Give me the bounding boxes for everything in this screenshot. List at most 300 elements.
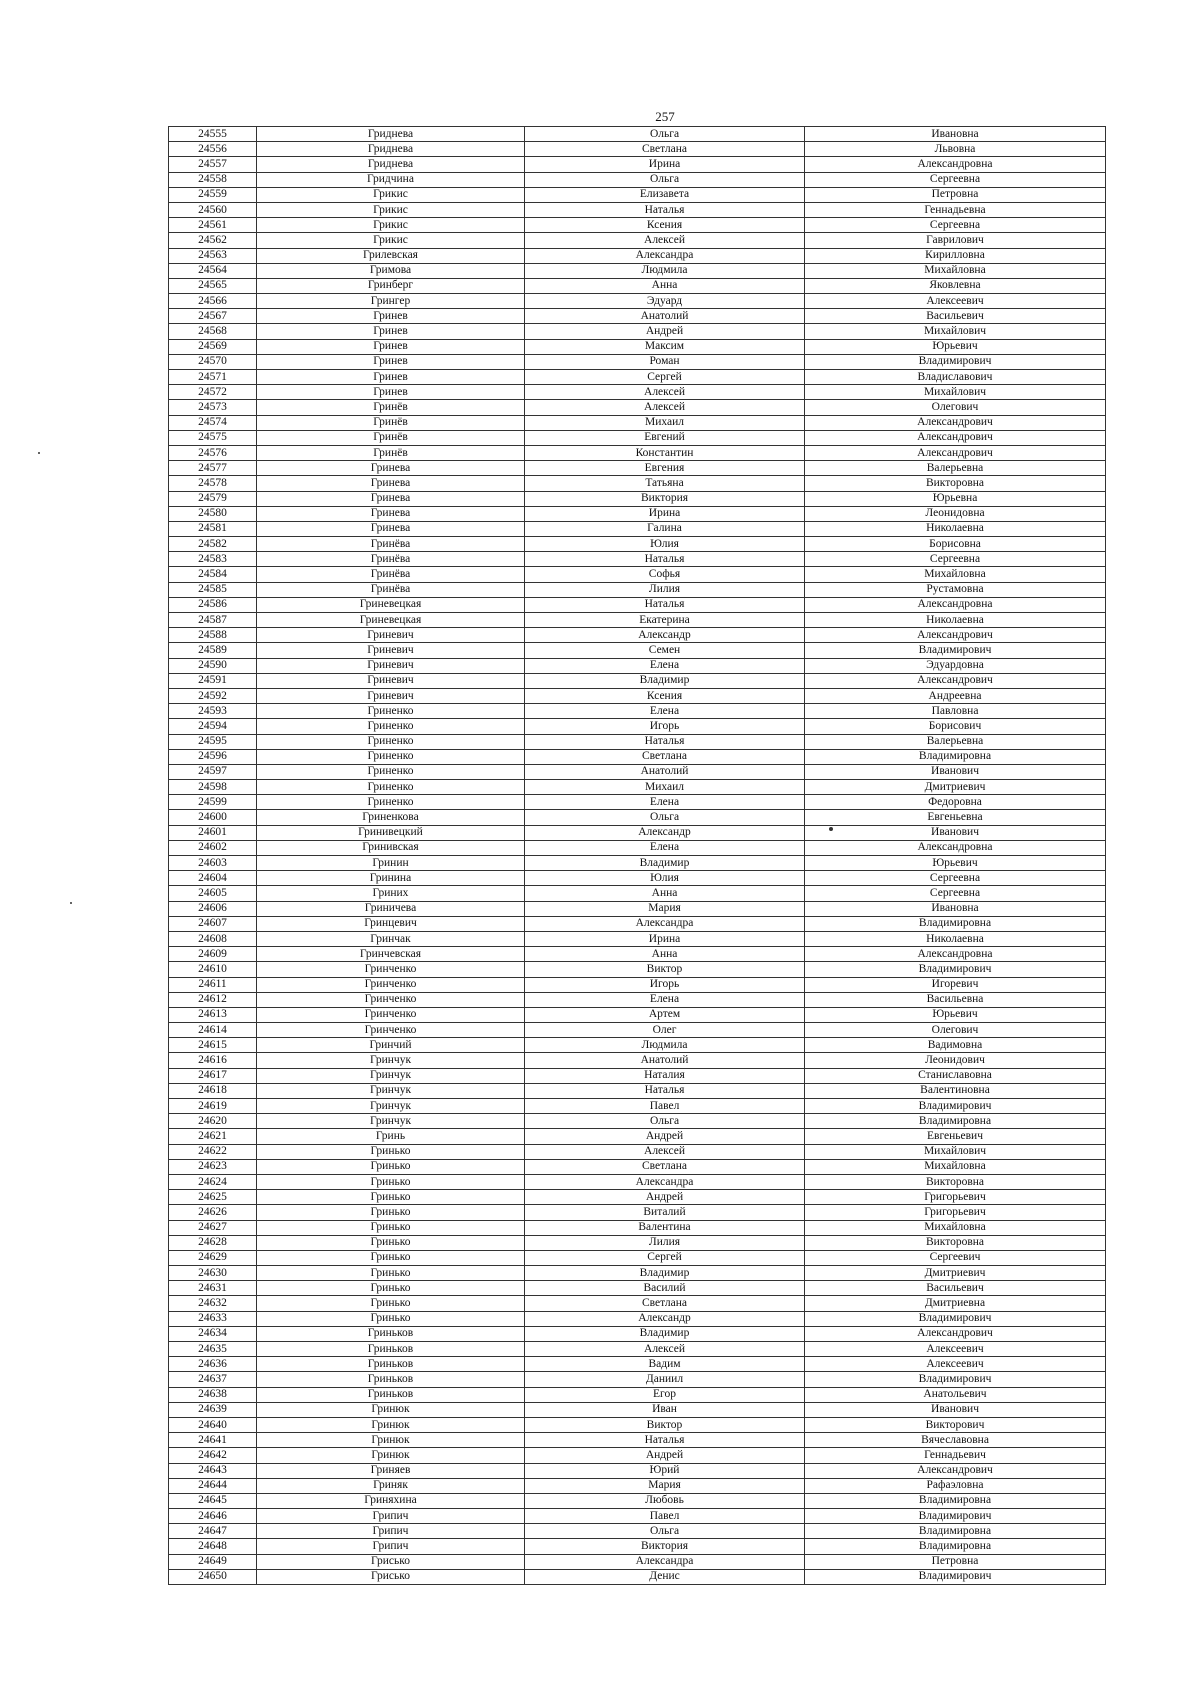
first-name-cell: Ксения	[525, 218, 805, 233]
record-number-cell: 24631	[169, 1281, 257, 1296]
table-row	[169, 491, 1106, 506]
record-number-cell: 24569	[169, 339, 257, 354]
table-row	[169, 521, 1106, 536]
first-name-cell: Виктор	[525, 962, 805, 977]
record-number-cell: 24578	[169, 476, 257, 491]
patronymic-cell: Александровна	[805, 597, 1106, 612]
last-name-cell: Грилевская	[257, 248, 525, 263]
patronymic-cell: Владимирович	[805, 643, 1106, 658]
table-row	[169, 688, 1106, 703]
table-row	[169, 1342, 1106, 1357]
last-name-cell: Грипич	[257, 1539, 525, 1554]
last-name-cell: Грингер	[257, 294, 525, 309]
last-name-cell: Гринёва	[257, 582, 525, 597]
record-number-cell: 24625	[169, 1190, 257, 1205]
record-number-cell: 24587	[169, 613, 257, 628]
patronymic-cell: Владимирович	[805, 1311, 1106, 1326]
last-name-cell: Гринёва	[257, 537, 525, 552]
record-number-cell: 24584	[169, 567, 257, 582]
record-number-cell: 24559	[169, 187, 257, 202]
patronymic-cell: Дмитриевич	[805, 780, 1106, 795]
table-row	[169, 780, 1106, 795]
last-name-cell: Гринченко	[257, 992, 525, 1007]
table-row	[169, 886, 1106, 901]
table-row	[169, 537, 1106, 552]
last-name-cell: Гринько	[257, 1266, 525, 1281]
first-name-cell: Михаил	[525, 415, 805, 430]
first-name-cell: Максим	[525, 339, 805, 354]
record-number-cell: 24591	[169, 673, 257, 688]
last-name-cell: Грипич	[257, 1524, 525, 1539]
first-name-cell: Алексей	[525, 385, 805, 400]
table-row	[169, 202, 1106, 217]
table-row	[169, 658, 1106, 673]
patronymic-cell: Владимирович	[805, 1099, 1106, 1114]
first-name-cell: Владимир	[525, 673, 805, 688]
first-name-cell: Людмила	[525, 263, 805, 278]
scan-speck	[70, 902, 72, 904]
first-name-cell: Анатолий	[525, 764, 805, 779]
record-number-cell: 24641	[169, 1433, 257, 1448]
scan-speck	[829, 827, 833, 831]
table-row	[169, 1023, 1106, 1038]
patronymic-cell: Гаврилович	[805, 233, 1106, 248]
record-number-cell: 24637	[169, 1372, 257, 1387]
first-name-cell: Егор	[525, 1387, 805, 1402]
table-row	[169, 1311, 1106, 1326]
table-row	[169, 172, 1106, 187]
record-number-cell: 24629	[169, 1250, 257, 1265]
record-number-cell: 24645	[169, 1493, 257, 1508]
patronymic-cell: Михайлович	[805, 1144, 1106, 1159]
patronymic-cell: Владиславович	[805, 370, 1106, 385]
last-name-cell: Грикис	[257, 218, 525, 233]
last-name-cell: Гриневецкая	[257, 597, 525, 612]
table-row	[169, 354, 1106, 369]
first-name-cell: Михаил	[525, 780, 805, 795]
first-name-cell: Сергей	[525, 370, 805, 385]
last-name-cell: Гриненко	[257, 795, 525, 810]
patronymic-cell: Львовна	[805, 142, 1106, 157]
patronymic-cell: Владимирович	[805, 1372, 1106, 1387]
patronymic-cell: Александровна	[805, 947, 1106, 962]
first-name-cell: Елена	[525, 992, 805, 1007]
table-row	[169, 719, 1106, 734]
record-number-cell: 24612	[169, 992, 257, 1007]
last-name-cell: Гринько	[257, 1174, 525, 1189]
first-name-cell: Ольга	[525, 127, 805, 142]
last-name-cell: Гриднева	[257, 157, 525, 172]
patronymic-cell: Михайловна	[805, 263, 1106, 278]
first-name-cell: Юлия	[525, 537, 805, 552]
last-name-cell: Гринько	[257, 1311, 525, 1326]
record-number-cell: 24603	[169, 856, 257, 871]
first-name-cell: Виктория	[525, 1539, 805, 1554]
record-number-cell: 24593	[169, 704, 257, 719]
patronymic-cell: Александрович	[805, 415, 1106, 430]
patronymic-cell: Владимировна	[805, 1524, 1106, 1539]
last-name-cell: Гриневич	[257, 658, 525, 673]
scan-speck	[38, 452, 40, 454]
record-number-cell: 24642	[169, 1448, 257, 1463]
table-row	[169, 704, 1106, 719]
record-number-cell: 24562	[169, 233, 257, 248]
last-name-cell: Гринивская	[257, 840, 525, 855]
first-name-cell: Александра	[525, 1174, 805, 1189]
table-row	[169, 1099, 1106, 1114]
patronymic-cell: Леонидовна	[805, 506, 1106, 521]
record-number-cell: 24597	[169, 764, 257, 779]
table-row	[169, 1250, 1106, 1265]
record-number-cell: 24647	[169, 1524, 257, 1539]
record-number-cell: 24558	[169, 172, 257, 187]
first-name-cell: Андрей	[525, 1190, 805, 1205]
first-name-cell: Екатерина	[525, 613, 805, 628]
first-name-cell: Константин	[525, 445, 805, 460]
table-row	[169, 1539, 1106, 1554]
record-number-cell: 24633	[169, 1311, 257, 1326]
first-name-cell: Наталья	[525, 202, 805, 217]
patronymic-cell: Федоровна	[805, 795, 1106, 810]
patronymic-cell: Михайловна	[805, 567, 1106, 582]
table-row	[169, 628, 1106, 643]
record-number-cell: 24575	[169, 430, 257, 445]
record-number-cell: 24574	[169, 415, 257, 430]
record-number-cell: 24555	[169, 127, 257, 142]
first-name-cell: Олег	[525, 1023, 805, 1038]
patronymic-cell: Григорьевич	[805, 1190, 1106, 1205]
table-row	[169, 947, 1106, 962]
record-number-cell: 24626	[169, 1205, 257, 1220]
first-name-cell: Алексей	[525, 1144, 805, 1159]
record-number-cell: 24627	[169, 1220, 257, 1235]
table-row	[169, 1038, 1106, 1053]
patronymic-cell: Сергеевна	[805, 552, 1106, 567]
last-name-cell: Гриних	[257, 886, 525, 901]
patronymic-cell: Александрович	[805, 430, 1106, 445]
patronymic-cell: Иванович	[805, 1402, 1106, 1417]
patronymic-cell: Игоревич	[805, 977, 1106, 992]
patronymic-cell: Алексеевич	[805, 1357, 1106, 1372]
patronymic-cell: Рустамовна	[805, 582, 1106, 597]
record-number-cell: 24609	[169, 947, 257, 962]
last-name-cell: Гриньков	[257, 1357, 525, 1372]
patronymic-cell: Сергеевна	[805, 218, 1106, 233]
patronymic-cell: Юрьевич	[805, 856, 1106, 871]
patronymic-cell: Геннадьевич	[805, 1448, 1106, 1463]
first-name-cell: Наталья	[525, 597, 805, 612]
patronymic-cell: Викторовна	[805, 1235, 1106, 1250]
record-number-cell: 24632	[169, 1296, 257, 1311]
last-name-cell: Грикис	[257, 233, 525, 248]
table-row	[169, 445, 1106, 460]
table-row	[169, 1053, 1106, 1068]
record-number-cell: 24579	[169, 491, 257, 506]
table-row	[169, 1402, 1106, 1417]
record-number-cell: 24563	[169, 248, 257, 263]
table-row	[169, 567, 1106, 582]
last-name-cell: Гринёв	[257, 415, 525, 430]
table-row	[169, 263, 1106, 278]
last-name-cell: Гринченко	[257, 962, 525, 977]
record-number-cell: 24576	[169, 445, 257, 460]
first-name-cell: Павел	[525, 1509, 805, 1524]
last-name-cell: Гриненко	[257, 749, 525, 764]
last-name-cell: Гринько	[257, 1159, 525, 1174]
record-number-cell: 24636	[169, 1357, 257, 1372]
record-number-cell: 24607	[169, 916, 257, 931]
patronymic-cell: Сергеевна	[805, 871, 1106, 886]
record-number-cell: 24560	[169, 202, 257, 217]
table-row	[169, 1509, 1106, 1524]
record-number-cell: 24615	[169, 1038, 257, 1053]
record-number-cell: 24648	[169, 1539, 257, 1554]
last-name-cell: Гринёва	[257, 567, 525, 582]
record-number-cell: 24611	[169, 977, 257, 992]
last-name-cell: Гринчевская	[257, 947, 525, 962]
first-name-cell: Виктория	[525, 491, 805, 506]
table-row	[169, 1205, 1106, 1220]
last-name-cell: Гриньков	[257, 1372, 525, 1387]
first-name-cell: Анатолий	[525, 309, 805, 324]
patronymic-cell: Сергеевич	[805, 1250, 1106, 1265]
table-row	[169, 582, 1106, 597]
record-number-cell: 24643	[169, 1463, 257, 1478]
patronymic-cell: Евгеньевна	[805, 810, 1106, 825]
last-name-cell: Гринева	[257, 506, 525, 521]
last-name-cell: Гриднева	[257, 127, 525, 142]
first-name-cell: Ольга	[525, 172, 805, 187]
record-number-cell: 24650	[169, 1569, 257, 1584]
first-name-cell: Любовь	[525, 1493, 805, 1508]
last-name-cell: Гриненко	[257, 734, 525, 749]
record-number-cell: 24566	[169, 294, 257, 309]
first-name-cell: Виктор	[525, 1417, 805, 1432]
record-number-cell: 24592	[169, 688, 257, 703]
table-row	[169, 1144, 1106, 1159]
table-row	[169, 749, 1106, 764]
patronymic-cell: Григорьевич	[805, 1205, 1106, 1220]
record-number-cell: 24624	[169, 1174, 257, 1189]
patronymic-cell: Михайлович	[805, 324, 1106, 339]
patronymic-cell: Кирилловна	[805, 248, 1106, 263]
last-name-cell: Гринева	[257, 521, 525, 536]
patronymic-cell: Юрьевич	[805, 339, 1106, 354]
record-number-cell: 24565	[169, 278, 257, 293]
first-name-cell: Даниил	[525, 1372, 805, 1387]
first-name-cell: Андрей	[525, 1129, 805, 1144]
first-name-cell: Павел	[525, 1099, 805, 1114]
table-row	[169, 1478, 1106, 1493]
table-row	[169, 294, 1106, 309]
patronymic-cell: Геннадьевна	[805, 202, 1106, 217]
last-name-cell: Гриненко	[257, 719, 525, 734]
first-name-cell: Ольга	[525, 1524, 805, 1539]
table-row	[169, 1357, 1106, 1372]
first-name-cell: Артем	[525, 1007, 805, 1022]
table-row	[169, 157, 1106, 172]
first-name-cell: Валентина	[525, 1220, 805, 1235]
record-number-cell: 24572	[169, 385, 257, 400]
first-name-cell: Ирина	[525, 506, 805, 521]
record-number-cell: 24568	[169, 324, 257, 339]
last-name-cell: Гринь	[257, 1129, 525, 1144]
last-name-cell: Гринченко	[257, 1007, 525, 1022]
patronymic-cell: Ивановна	[805, 901, 1106, 916]
last-name-cell: Гринчук	[257, 1053, 525, 1068]
last-name-cell: Гриневич	[257, 643, 525, 658]
first-name-cell: Владимир	[525, 856, 805, 871]
first-name-cell: Александра	[525, 916, 805, 931]
record-number-cell: 24616	[169, 1053, 257, 1068]
table-row	[169, 795, 1106, 810]
record-number-cell: 24599	[169, 795, 257, 810]
table-row	[169, 1129, 1106, 1144]
record-number-cell: 24618	[169, 1083, 257, 1098]
last-name-cell: Гринчук	[257, 1068, 525, 1083]
record-number-cell: 24581	[169, 521, 257, 536]
last-name-cell: Гринчак	[257, 931, 525, 946]
first-name-cell: Вадим	[525, 1357, 805, 1372]
first-name-cell: Елена	[525, 704, 805, 719]
table-row	[169, 597, 1106, 612]
last-name-cell: Гриневецкая	[257, 613, 525, 628]
record-number-cell: 24610	[169, 962, 257, 977]
table-row	[169, 643, 1106, 658]
table-row	[169, 218, 1106, 233]
last-name-cell: Гринёв	[257, 400, 525, 415]
last-name-cell: Гринберг	[257, 278, 525, 293]
record-number-cell: 24646	[169, 1509, 257, 1524]
patronymic-cell: Владимирович	[805, 354, 1106, 369]
last-name-cell: Гринёва	[257, 552, 525, 567]
first-name-cell: Анна	[525, 947, 805, 962]
patronymic-cell: Иванович	[805, 764, 1106, 779]
first-name-cell: Сергей	[525, 1250, 805, 1265]
first-name-cell: Александра	[525, 248, 805, 263]
registry-table	[168, 126, 1106, 1585]
patronymic-cell: Александровна	[805, 840, 1106, 855]
table-row	[169, 385, 1106, 400]
record-number-cell: 24620	[169, 1114, 257, 1129]
first-name-cell: Лилия	[525, 582, 805, 597]
last-name-cell: Гринёв	[257, 430, 525, 445]
record-number-cell: 24580	[169, 506, 257, 521]
table-row	[169, 810, 1106, 825]
table-row	[169, 339, 1106, 354]
patronymic-cell: Васильевич	[805, 309, 1106, 324]
table-row	[169, 931, 1106, 946]
patronymic-cell: Александрович	[805, 628, 1106, 643]
registry-body	[169, 127, 1106, 1585]
record-number-cell: 24604	[169, 871, 257, 886]
last-name-cell: Гринчук	[257, 1114, 525, 1129]
first-name-cell: Анна	[525, 886, 805, 901]
table-row	[169, 1266, 1106, 1281]
last-name-cell: Гринько	[257, 1250, 525, 1265]
table-row	[169, 901, 1106, 916]
table-row	[169, 1159, 1106, 1174]
patronymic-cell: Петровна	[805, 1554, 1106, 1569]
table-row	[169, 415, 1106, 430]
patronymic-cell: Рафаэловна	[805, 1478, 1106, 1493]
first-name-cell: Елена	[525, 840, 805, 855]
table-row	[169, 324, 1106, 339]
patronymic-cell: Алексеевич	[805, 294, 1106, 309]
table-row	[169, 1083, 1106, 1098]
record-number-cell: 24571	[169, 370, 257, 385]
record-number-cell: 24640	[169, 1417, 257, 1432]
first-name-cell: Елена	[525, 795, 805, 810]
last-name-cell: Гринев	[257, 309, 525, 324]
table-row	[169, 476, 1106, 491]
patronymic-cell: Юрьевна	[805, 491, 1106, 506]
patronymic-cell: Борисович	[805, 719, 1106, 734]
record-number-cell: 24619	[169, 1099, 257, 1114]
table-row	[169, 1190, 1106, 1205]
table-row	[169, 1281, 1106, 1296]
table-row	[169, 1114, 1106, 1129]
record-number-cell: 24588	[169, 628, 257, 643]
first-name-cell: Семен	[525, 643, 805, 658]
record-number-cell: 24644	[169, 1478, 257, 1493]
table-row	[169, 400, 1106, 415]
last-name-cell: Гринцевич	[257, 916, 525, 931]
table-row	[169, 977, 1106, 992]
patronymic-cell: Владимировна	[805, 916, 1106, 931]
first-name-cell: Ольга	[525, 810, 805, 825]
table-row	[169, 127, 1106, 142]
table-row	[169, 430, 1106, 445]
last-name-cell: Гриневич	[257, 688, 525, 703]
last-name-cell: Гринько	[257, 1296, 525, 1311]
record-number-cell: 24590	[169, 658, 257, 673]
table-row	[169, 916, 1106, 931]
patronymic-cell: Евгеньевич	[805, 1129, 1106, 1144]
record-number-cell: 24556	[169, 142, 257, 157]
record-number-cell: 24600	[169, 810, 257, 825]
first-name-cell: Андрей	[525, 324, 805, 339]
record-number-cell: 24598	[169, 780, 257, 795]
record-number-cell: 24595	[169, 734, 257, 749]
patronymic-cell: Владимировна	[805, 1114, 1106, 1129]
last-name-cell: Гринина	[257, 871, 525, 886]
last-name-cell: Гринев	[257, 339, 525, 354]
patronymic-cell: Викторовна	[805, 1174, 1106, 1189]
record-number-cell: 24589	[169, 643, 257, 658]
table-row	[169, 370, 1106, 385]
first-name-cell: Наталья	[525, 1083, 805, 1098]
patronymic-cell: Петровна	[805, 187, 1106, 202]
record-number-cell: 24638	[169, 1387, 257, 1402]
patronymic-cell: Вячеславовна	[805, 1433, 1106, 1448]
record-number-cell: 24639	[169, 1402, 257, 1417]
record-number-cell: 24557	[169, 157, 257, 172]
first-name-cell: Светлана	[525, 1296, 805, 1311]
record-number-cell: 24582	[169, 537, 257, 552]
first-name-cell: Светлана	[525, 1159, 805, 1174]
table-row	[169, 1068, 1106, 1083]
first-name-cell: Лилия	[525, 1235, 805, 1250]
last-name-cell: Грикис	[257, 187, 525, 202]
patronymic-cell: Владимировна	[805, 1539, 1106, 1554]
record-number-cell: 24635	[169, 1342, 257, 1357]
patronymic-cell: Сергеевна	[805, 172, 1106, 187]
first-name-cell: Иван	[525, 1402, 805, 1417]
last-name-cell: Гринчий	[257, 1038, 525, 1053]
last-name-cell: Гриднева	[257, 142, 525, 157]
patronymic-cell: Юрьевич	[805, 1007, 1106, 1022]
